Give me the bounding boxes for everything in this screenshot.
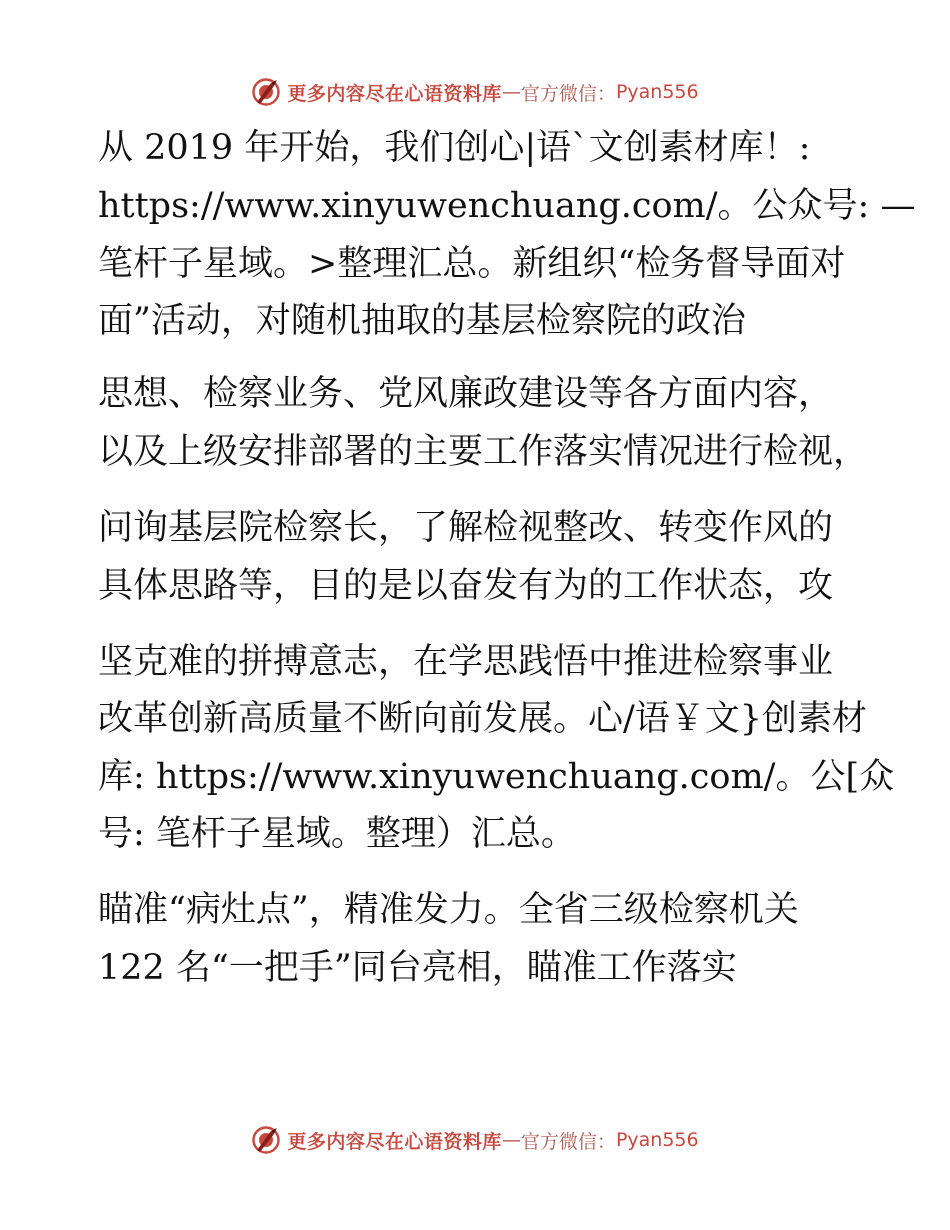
banner-text: 更多内容尽在心语资料库 xyxy=(287,1130,502,1153)
body-line: 思想、检察业务、党风廉政建设等各方面内容， xyxy=(98,374,834,414)
body-line: https://www.xinyuwenchuang.com/。公众号: — xyxy=(98,186,916,226)
banner-wechat-id: Pyan556 xyxy=(615,1129,699,1151)
body-line: 库: https://www.xinyuwenchuang.com/。公[众 xyxy=(98,757,895,797)
body-line: 122 名“一把手”同台亮相，瞄准工作落实 xyxy=(98,948,737,988)
body-line: 改革创新高质量不断向前发展。心/语￥文}创素材 xyxy=(98,699,868,739)
body-line: 以及上级安排部署的主要工作落实情况进行检视， xyxy=(98,432,869,472)
banner-wechat-label: 官方微信： xyxy=(520,1130,616,1153)
footer-banner xyxy=(0,1120,950,1160)
banner-separator: — xyxy=(501,1129,521,1151)
body-line: 从 2019 年开始，我们创心|语`文创素材库！: xyxy=(98,128,811,168)
body-line: 面”活动，对随机抽取的基层检察院的政治 xyxy=(98,301,746,341)
body-line: 瞄准“病灶点”，精准发力。全省三级检察机关 xyxy=(98,890,799,930)
body-line: 坚克难的拼搏意志，在学思践悟中推进检察事业 xyxy=(98,642,834,682)
body-line: 号: 笔杆子星域。整理）汇总。 xyxy=(98,814,576,854)
body-line: 笔杆子星域。>整理汇总。新组织“检务督导面对 xyxy=(98,244,846,284)
banner-wechat-id: Pyan556 xyxy=(615,81,699,103)
banner-separator: — xyxy=(501,81,521,103)
banner-wechat-label: 官方微信： xyxy=(520,82,616,105)
banner-text: 更多内容尽在心语资料库 xyxy=(287,82,502,105)
body-line: 问询基层院检察长，了解检视整改、转变作风的 xyxy=(98,508,834,548)
feather-pen-logo-icon xyxy=(251,1125,281,1155)
body-line: 具体思路等，目的是以奋发有为的工作状态，攻 xyxy=(98,566,834,606)
